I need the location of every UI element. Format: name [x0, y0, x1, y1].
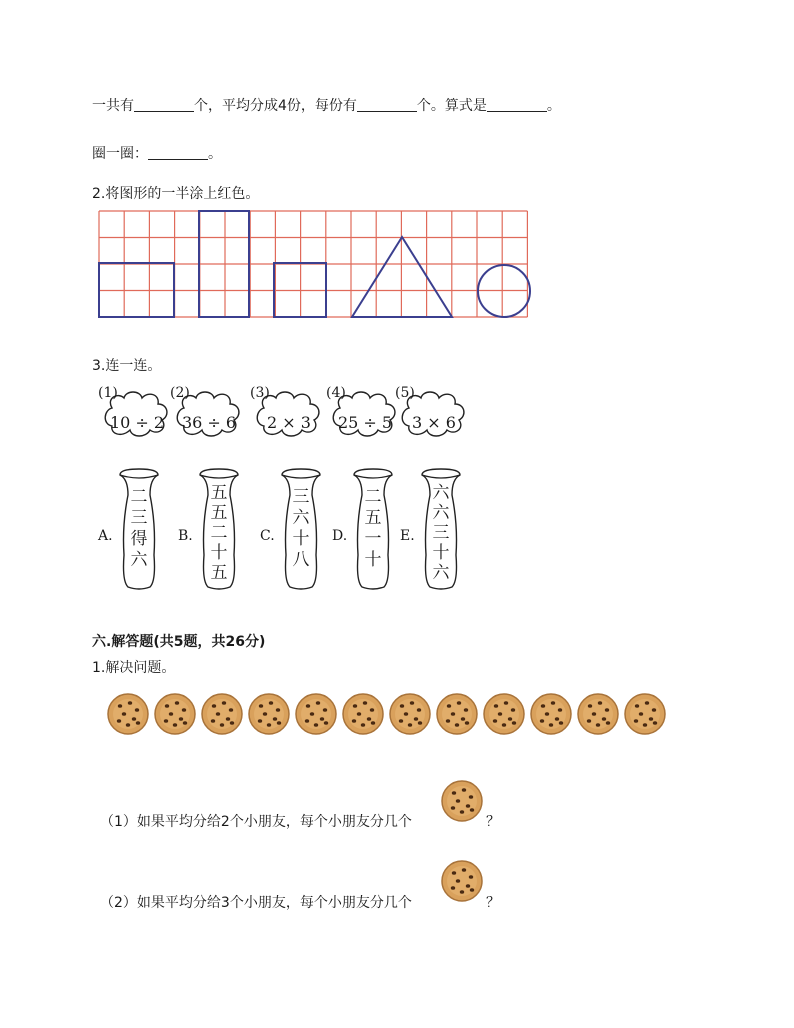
- cookie-icon: [435, 692, 479, 736]
- blank-total[interactable]: [134, 97, 194, 112]
- vase-text: [196, 483, 242, 583]
- fill-text-4: 。: [546, 98, 561, 114]
- vase-text: [418, 483, 464, 583]
- circle-label: 圈一圈：: [92, 146, 148, 162]
- vase-char: 六: [130, 550, 148, 570]
- fill-text-1: 一共有: [92, 98, 134, 114]
- vase-char: 六: [432, 483, 450, 503]
- cookie-icon: [294, 692, 338, 736]
- vase-card[interactable]: [400, 465, 464, 593]
- vase-char: 一: [364, 529, 382, 549]
- blank-formula[interactable]: [487, 97, 547, 112]
- cloud-card[interactable]: [395, 382, 473, 442]
- vase-char: 二: [130, 487, 148, 507]
- blank-circle[interactable]: [148, 145, 208, 160]
- vase-char: 三: [130, 508, 148, 528]
- vase-char: 五: [364, 508, 382, 528]
- vase-letter: B.: [178, 528, 193, 544]
- vase-char: 十: [210, 543, 228, 563]
- fill-text-2: 个，平均分成4份，每份有: [194, 98, 357, 114]
- cloud-expression: 10 ÷ 2: [109, 413, 165, 432]
- cloud-expression: 3 × 6: [412, 413, 456, 432]
- shape-grid-figure: [96, 209, 536, 324]
- vase-letter: D.: [332, 528, 348, 544]
- cloud-expression: 2 × 3: [267, 413, 311, 432]
- vase-text: [350, 487, 396, 571]
- section-title: 六.解答题(共5题，共26分): [92, 634, 266, 650]
- question-mark: ？: [486, 814, 500, 830]
- vase-char: 五: [210, 483, 228, 503]
- cookie-icon: [153, 692, 197, 736]
- cookie-icon: [440, 859, 484, 907]
- sub-question-2: （2）如果平均分给3个小朋友，每个小朋友分几个: [100, 895, 412, 911]
- q2-title: 2.将图形的一半涂上红色。: [92, 186, 260, 202]
- cloud-number: (5): [395, 385, 415, 401]
- vase-char: 三: [432, 523, 450, 543]
- cookie: [294, 692, 338, 740]
- cloud-card[interactable]: [98, 382, 176, 442]
- cookie-icon: [388, 692, 432, 736]
- cookie: [247, 692, 291, 740]
- cloud-expression: 25 ÷ 5: [337, 413, 393, 432]
- vase-char: 得: [130, 529, 148, 549]
- vase-char: 六: [432, 563, 450, 583]
- circle-end: 。: [208, 146, 222, 162]
- vase-char: 六: [292, 508, 310, 528]
- vase-char: 十: [432, 543, 450, 563]
- cookie: [482, 692, 526, 740]
- cookie: [529, 692, 573, 740]
- cloud-expression: 36 ÷ 6: [181, 413, 237, 432]
- cookie-icon: [200, 692, 244, 736]
- cookie: [435, 692, 479, 740]
- vase-letter: C.: [260, 528, 275, 544]
- cookie: [200, 692, 244, 740]
- vase-letter: E.: [400, 528, 415, 544]
- q1-title: 1.解决问题。: [92, 660, 176, 676]
- vase-char: 十: [292, 529, 310, 549]
- cookie-icon: [106, 692, 150, 736]
- vase-card[interactable]: [332, 465, 396, 593]
- cookie: [623, 692, 667, 740]
- fill-question-line: [92, 95, 561, 115]
- cookie-icon: [440, 859, 484, 903]
- cookie-icon: [247, 692, 291, 736]
- circle-line: [92, 143, 222, 163]
- cloud-number: (3): [250, 385, 270, 401]
- question-mark: ？: [486, 895, 500, 911]
- cookie-icon: [576, 692, 620, 736]
- vase-char: 五: [210, 503, 228, 523]
- cookie: [341, 692, 385, 740]
- vase-text: [278, 487, 324, 571]
- vase-char: 六: [432, 503, 450, 523]
- vase-char: 二: [210, 523, 228, 543]
- cookie: [106, 692, 150, 740]
- vase-char: 三: [292, 487, 310, 507]
- cloud-number: (2): [170, 385, 190, 401]
- cookie: [576, 692, 620, 740]
- vase-char: 八: [292, 550, 310, 570]
- cloud-card[interactable]: [170, 382, 248, 442]
- cookie-icon: [440, 779, 484, 823]
- vase-card[interactable]: [260, 465, 324, 593]
- fill-text-3: 个。算式是: [416, 98, 487, 114]
- blank-each[interactable]: [357, 97, 417, 112]
- cloud-card[interactable]: [250, 382, 328, 442]
- cookie-icon: [623, 692, 667, 736]
- vase-char: 二: [364, 487, 382, 507]
- cookie-icon: [529, 692, 573, 736]
- cookie-icon: [341, 692, 385, 736]
- sub-question-1: （1）如果平均分给2个小朋友，每个小朋友分几个: [100, 814, 412, 830]
- vase-char: 十: [364, 550, 382, 570]
- vase-char: 五: [210, 563, 228, 583]
- vase-card[interactable]: [178, 465, 242, 593]
- cookie-icon: [440, 779, 484, 827]
- q3-title: 3.连一连。: [92, 358, 162, 374]
- cloud-number: (4): [326, 385, 346, 401]
- cookie: [388, 692, 432, 740]
- vase-card[interactable]: [98, 465, 162, 593]
- cookie-icon: [482, 692, 526, 736]
- vase-letter: A.: [98, 528, 113, 544]
- cloud-card[interactable]: [326, 382, 404, 442]
- cookie: [153, 692, 197, 740]
- cloud-number: (1): [98, 385, 118, 401]
- vase-text: [116, 487, 162, 571]
